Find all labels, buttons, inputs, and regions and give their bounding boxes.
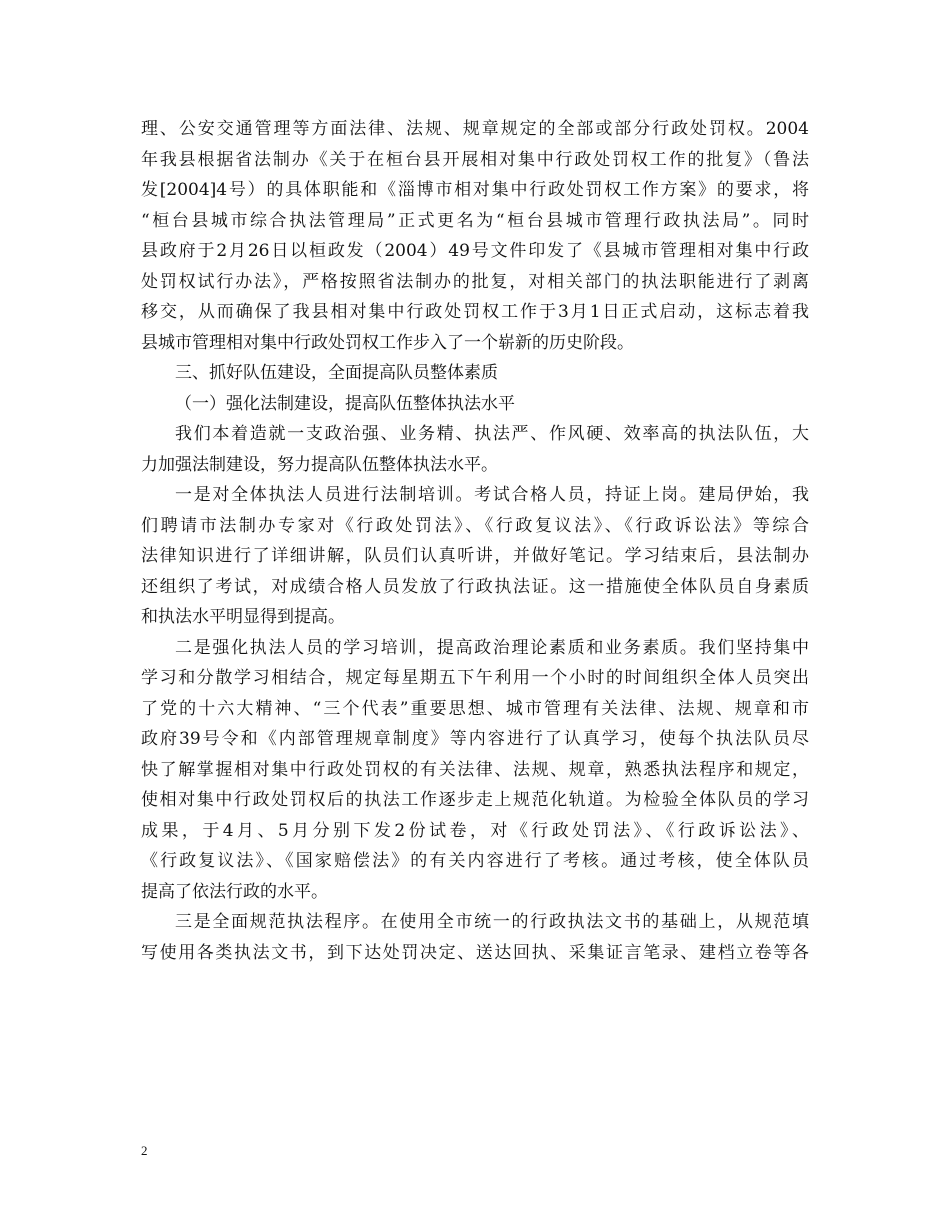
text-line: 政府39号令和《内部管理规章制度》等内容进行了认真学习，使每个执法队员尽	[141, 729, 809, 749]
text-line: 年我县根据省法制办《关于在桓台县开展相对集中行政处罚权工作的批复》（鲁法	[141, 149, 809, 170]
page-number: 2	[141, 1143, 148, 1158]
section-heading: 三、抓好队伍建设，全面提高队员整体素质	[175, 363, 498, 383]
text-line: 发[2004]4号）的具体职能和《淄博市相对集中行政处罚权工作方案》的要求，将	[141, 180, 809, 200]
text-line: 《行政复议法》、《国家赔偿法》的有关内容进行了考核。通过考核，使全体队员	[141, 851, 809, 871]
text-line: 处罚权试行办法》，严格按照省法制办的批复，对相关部门的执法职能进行了剥离	[141, 271, 809, 292]
text-line: 和执法水平明显得到提高。	[141, 607, 345, 627]
text-line: 县城市管理相对集中行政处罚权工作步入了一个崭新的历史阶段。	[141, 332, 634, 353]
text-line: 成果，于4月、5月分别下发2份试卷，对《行政处罚法》、《行政诉讼法》、	[141, 820, 809, 841]
text-line: 学习和分散学习相结合，规定每星期五下午利用一个小时的时间组织全体人员突出	[141, 668, 809, 688]
text-line: 写使用各类执法文书，到下达处罚决定、送达回执、采集证言笔录、建档立卷等各	[141, 942, 809, 963]
text-line: 了党的十六大精神、“三个代表”重要思想、城市管理有关法律、法规、规章和市	[141, 698, 809, 719]
text-line: 使相对集中行政处罚权后的执法工作逐步走上规范化轨道。为检验全体队员的学习	[141, 790, 809, 810]
text-line: 力加强法制建设，努力提高队伍整体执法水平。	[141, 454, 498, 475]
text-line: 二是强化执法人员的学习培训，提高政治理论素质和业务素质。我们坚持集中	[175, 637, 809, 658]
body-text	[141, 114, 809, 968]
text-line: 一是对全体执法人员进行法制培训。考试合格人员，持证上岗。建局伊始，我	[175, 485, 809, 505]
text-line: 县政府于2月26日以桓政发（2004）49号文件印发了《县城市管理相对集中行政	[141, 241, 809, 261]
text-line: 还组织了考试，对成绩合格人员发放了行政执法证。这一措施使全体队员自身素质	[141, 576, 809, 597]
subsection-heading: （一）强化法制建设，提高队伍整体执法水平	[175, 393, 515, 414]
text-line: 理、公安交通管理等方面法律、法规、规章规定的全部或部分行政处罚权。2004	[141, 119, 809, 139]
text-line: 提高了依法行政的水平。	[141, 881, 328, 902]
text-line: 们聘请市法制办专家对《行政处罚法》、《行政复议法》、《行政诉讼法》等综合	[141, 515, 809, 536]
text-line: 我们本着造就一支政治强、业务精、执法严、作风硬、效率高的执法队伍，大	[175, 424, 809, 444]
text-line: 移交，从而确保了我县相对集中行政处罚权工作于3月1日正式启动，这标志着我	[141, 302, 809, 322]
text-line: “桓台县城市综合执法管理局”正式更名为“桓台县城市管理行政执法局”。同时	[141, 210, 809, 231]
text-line: 快了解掌握相对集中行政处罚权的有关法律、法规、规章，熟悉执法程序和规定，	[141, 759, 809, 780]
text-line: 法律知识进行了详细讲解，队员们认真听讲，并做好笔记。学习结束后，县法制办	[141, 546, 809, 566]
text-line: 三是全面规范执法程序。在使用全市统一的行政执法文书的基础上，从规范填	[175, 912, 809, 932]
